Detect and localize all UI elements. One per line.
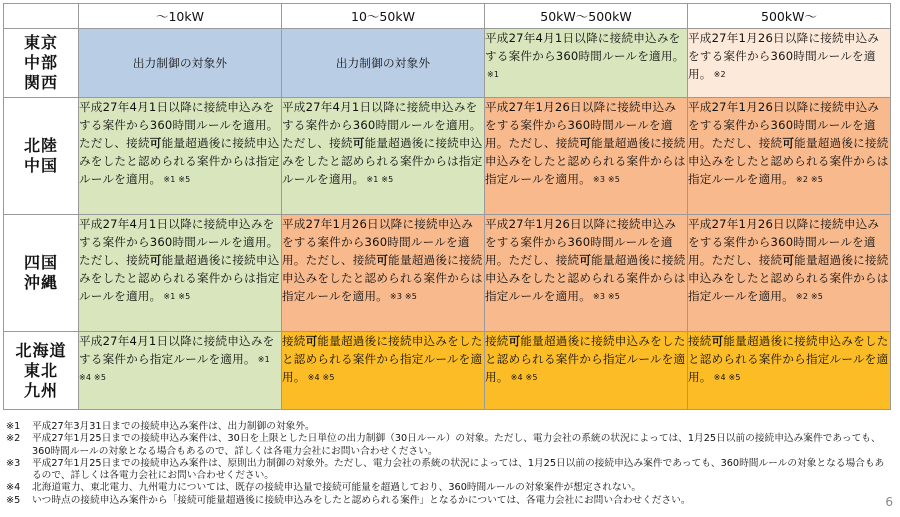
footnote-mark: ※2 (6, 433, 21, 445)
footnote-ref: ※4 ※5 (307, 373, 335, 382)
region-name: 北海道 (15, 340, 67, 360)
footnote-ref: ※1 (487, 70, 500, 79)
region-name: 東北 (23, 360, 58, 380)
cell-text: 接続可能量超過後に接続申込みをしたと認められる案件から指定ルールを適用。 (282, 334, 483, 384)
footnote-ref: ※3 ※5 (592, 175, 621, 184)
column-header-10-50kw: 10～50kW (282, 4, 485, 29)
region-label (4, 215, 79, 332)
table-cell (485, 215, 688, 332)
footnote-ref: ※2 ※5 (795, 175, 824, 184)
table-cell (688, 98, 891, 215)
footnote-item (6, 458, 886, 483)
table-cell (79, 332, 282, 410)
cell-text: 平成27年4月1日以降に接続申込みをする案件から360時間ルールを適用。 (485, 31, 685, 63)
cell-text: 平成27年4月1日以降に接続申込みをする案件から360時間ルールを適用。ただし、接続可能量超過後に接続申込みをしたと認められる案件からは指定ルールを適用。 (282, 100, 483, 186)
table-cell (282, 215, 485, 332)
footnote-ref: ※2 ※5 (795, 292, 824, 301)
table-cell (282, 98, 485, 215)
footnote-mark: ※1 (6, 421, 21, 432)
footnote-mark: ※5 (6, 494, 21, 506)
column-header-500kw: 500kW～ (688, 4, 891, 29)
cell-text: 平成27年1月26日以降に接続申込みをする案件から360時間ルールを適用。ただし、接続可能量超過後に接続申込みをしたと認められる案件からは指定ルールを適用。 (485, 100, 686, 186)
emphasis-text: 可 (782, 253, 795, 267)
emphasis-text: 可 (149, 136, 162, 150)
corner-cell (4, 4, 79, 29)
footnote-text: いつ時点の接続申込み案件から「接続可能量超過後に接続申込みをしたと認められる案件」となるかについては、各電力会社にお問い合わせください。 (32, 494, 691, 506)
footnote-ref: ※2 (713, 70, 726, 79)
footnote-mark: ※4 (6, 482, 21, 494)
emphasis-text: 可 (376, 253, 389, 267)
emphasis-text: 可 (508, 334, 521, 348)
emphasis-text: 可 (782, 136, 795, 150)
column-header-50-500kw: 50kW～500kW (485, 4, 688, 29)
region-label (4, 29, 79, 98)
emphasis-text: 可 (579, 136, 592, 150)
region-name: 九州 (23, 380, 58, 400)
footnote-ref: ※4 ※5 (713, 373, 741, 382)
cell-text: 接続可能量超過後に接続申込みをしたと認められる案件から指定ルールを適用。 (485, 334, 686, 384)
table-row (4, 215, 891, 332)
table-cell (485, 98, 688, 215)
region-name: 中部 (23, 53, 58, 72)
cell-text: 出力制御の対象外 (335, 56, 431, 70)
footnote-ref: ※1 ※5 (366, 175, 394, 184)
cell-text: 平成27年4月1日以降に接続申込みをする案件から360時間ルールを適用。ただし、接続可能量超過後に接続申込みをしたと認められる案件からは指定ルールを適用。 (79, 217, 280, 303)
page-number: 6 (885, 495, 893, 509)
table-cell (79, 215, 282, 332)
footnote-item (6, 421, 886, 433)
cell-text: 平成27年4月1日以降に接続申込みをする案件から360時間ルールを適用。ただし、接続可能量超過後に接続申込みをしたと認められる案件からは指定ルールを適用。 (79, 100, 280, 186)
table-row (4, 29, 891, 98)
region-name: 中国 (23, 156, 58, 175)
region-name: 四国 (23, 253, 58, 272)
cell-text: 平成27年1月26日以降に接続申込みをする案件から360時間ルールを適用。ただし、接続可能量超過後に接続申込みをしたと認められる案件からは指定ルールを適用。 (282, 217, 483, 303)
emphasis-text: 可 (711, 334, 724, 348)
region-name: 沖縄 (23, 273, 58, 292)
cell-text: 接続可能量超過後に接続申込みをしたと認められる案件から指定ルールを適用。 (688, 334, 889, 384)
table-cell (688, 29, 891, 98)
table-cell (688, 215, 891, 332)
footnote-text: 平成27年1月25日までの接続申込み案件は、原則出力制御の対象外。ただし、電力会社の系統の状況によっては、1月25日以前の接続申込み案件であっても、360時間ルールの対象となる場合もあるので、詳しくは各電力会社にお問い合わせください。 (32, 457, 885, 482)
footnotes (6, 421, 886, 507)
table-cell (282, 332, 485, 410)
table-cell (282, 29, 485, 98)
cell-text: 平成27年4月1日以降に接続申込みをする案件から指定ルールを適用。 (79, 334, 275, 366)
footnote-ref: ※1 ※5 (163, 292, 191, 301)
table-cell (79, 98, 282, 215)
footnote-ref: ※4 ※5 (510, 373, 538, 382)
region-name: 関西 (23, 73, 58, 92)
table-cell (79, 29, 282, 98)
header-row (4, 4, 891, 29)
footnote-text: 平成27年3月31日までの接続申込み案件は、出力制御の対象外。 (32, 421, 315, 432)
footnote-text: 平成27年1月25日までの接続申込み案件は、30日を上限とした日単位の出力制御（30日ルール）の対象。ただし、電力会社の系統の状況によっては、1月25日以前の接続申込み案件であっても、360時間ルールの対象となる場合もあるので、詳しくは各電力会社にお問い合わせください。 (32, 433, 881, 457)
footnote-item (6, 482, 886, 494)
column-header-10kw: ～10kW (79, 4, 282, 29)
footnote-item (6, 495, 886, 507)
footnote-ref: ※3 ※5 (389, 292, 418, 301)
region-label (4, 332, 79, 410)
emphasis-text: 可 (305, 334, 318, 348)
footnote-ref: ※3 ※5 (592, 292, 621, 301)
cell-text: 出力制御の対象外 (132, 56, 228, 70)
footnote-ref: ※1 ※5 (163, 175, 191, 184)
table-cell (688, 332, 891, 410)
cell-text: 平成27年1月26日以降に接続申込みをする案件から360時間ルールを適用。 (688, 31, 880, 81)
output-control-table (3, 3, 891, 410)
footnote-text: 北海道電力、東北電力、九州電力については、既存の接続申込量で接続可能量を超過しており、360時間ルールの対象案件が想定されない。 (32, 482, 642, 494)
emphasis-text: 可 (579, 253, 592, 267)
emphasis-text: 可 (352, 136, 365, 150)
region-name: 東京 (23, 33, 58, 52)
table-cell (485, 332, 688, 410)
cell-text: 平成27年1月26日以降に接続申込みをする案件から360時間ルールを適用。ただし、接続可能量超過後に接続申込みをしたと認められる案件からは指定ルールを適用。 (485, 217, 686, 303)
cell-text: 平成27年1月26日以降に接続申込みをする案件から360時間ルールを適用。ただし、接続可能量超過後に接続申込みをしたと認められる案件からは指定ルールを適用。 (688, 217, 889, 303)
region-name: 北陸 (23, 136, 58, 155)
region-label (4, 98, 79, 215)
footnote-item (6, 433, 886, 458)
table-row (4, 98, 891, 215)
table-cell (485, 29, 688, 98)
footnote-mark: ※3 (6, 457, 21, 469)
emphasis-text: 可 (149, 253, 162, 267)
table-row (4, 332, 891, 410)
footnote-ref: ※1 ※4 ※5 (79, 355, 270, 382)
cell-text: 平成27年1月26日以降に接続申込みをする案件から360時間ルールを適用。ただし、接続可能量超過後に接続申込みをしたと認められる案件からは指定ルールを適用。 (688, 100, 889, 186)
